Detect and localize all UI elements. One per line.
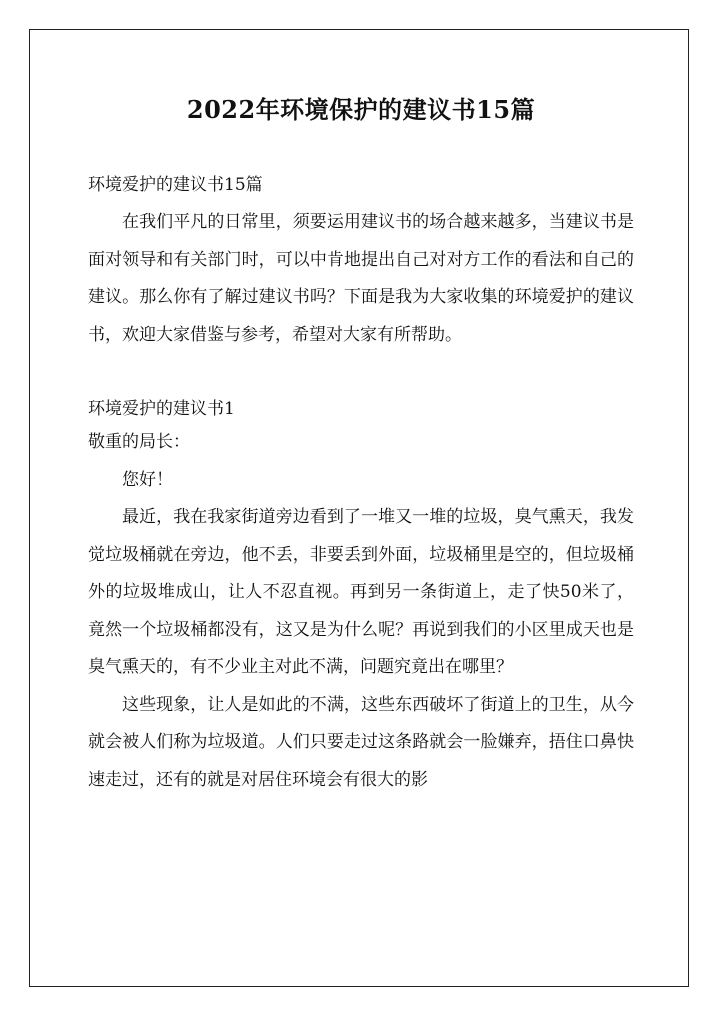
body-paragraph: 最近，我在我家街道旁边看到了一堆又一堆的垃圾，臭气熏天，我发觉垃圾桶就在旁边，他不丢，非要丢到外面，垃圾桶里是空的，但垃圾桶外的垃圾堆成山，让人不忍直视。再到另一条街道上，走了快50米了，竟然一个垃圾桶都没有，这又是为什么呢？再说到我们的小区里成天也是臭气熏天的，有不少业主对此不满，问题究竟出在哪里？ [88, 507, 634, 677]
salutation: 敬重的局长： [88, 432, 190, 452]
document-content [88, 94, 634, 799]
section-spacer [88, 354, 634, 394]
document-title: 2022年环境保护的建议书15篇 [186, 95, 536, 124]
intro-paragraph: 在我们平凡的日常里，须要运用建议书的场合越来越多，当建议书是面对领导和有关部门时，可以中肯地提出自己对对方工作的看法和自己的建议。那么你有了解过建议书吗？下面是我为大家收集的环境爱护的建议书，欢迎大家借鉴与参考，希望对大家有所帮助。 [88, 212, 634, 345]
intro-heading: 环境爱护的建议书15篇 [88, 175, 263, 195]
section-heading: 环境爱护的建议书1 [88, 399, 235, 419]
body-paragraph: 这些现象，让人是如此的不满，这些东西破坏了街道上的卫生，从今就会被人们称为垃圾道。人们只要走过这条路就会一脸嫌弃，捂住口鼻快速走过，还有的就是对居住环境会有很大的影 [88, 694, 634, 790]
greeting: 您好！ [122, 469, 173, 490]
document-page [29, 29, 689, 987]
